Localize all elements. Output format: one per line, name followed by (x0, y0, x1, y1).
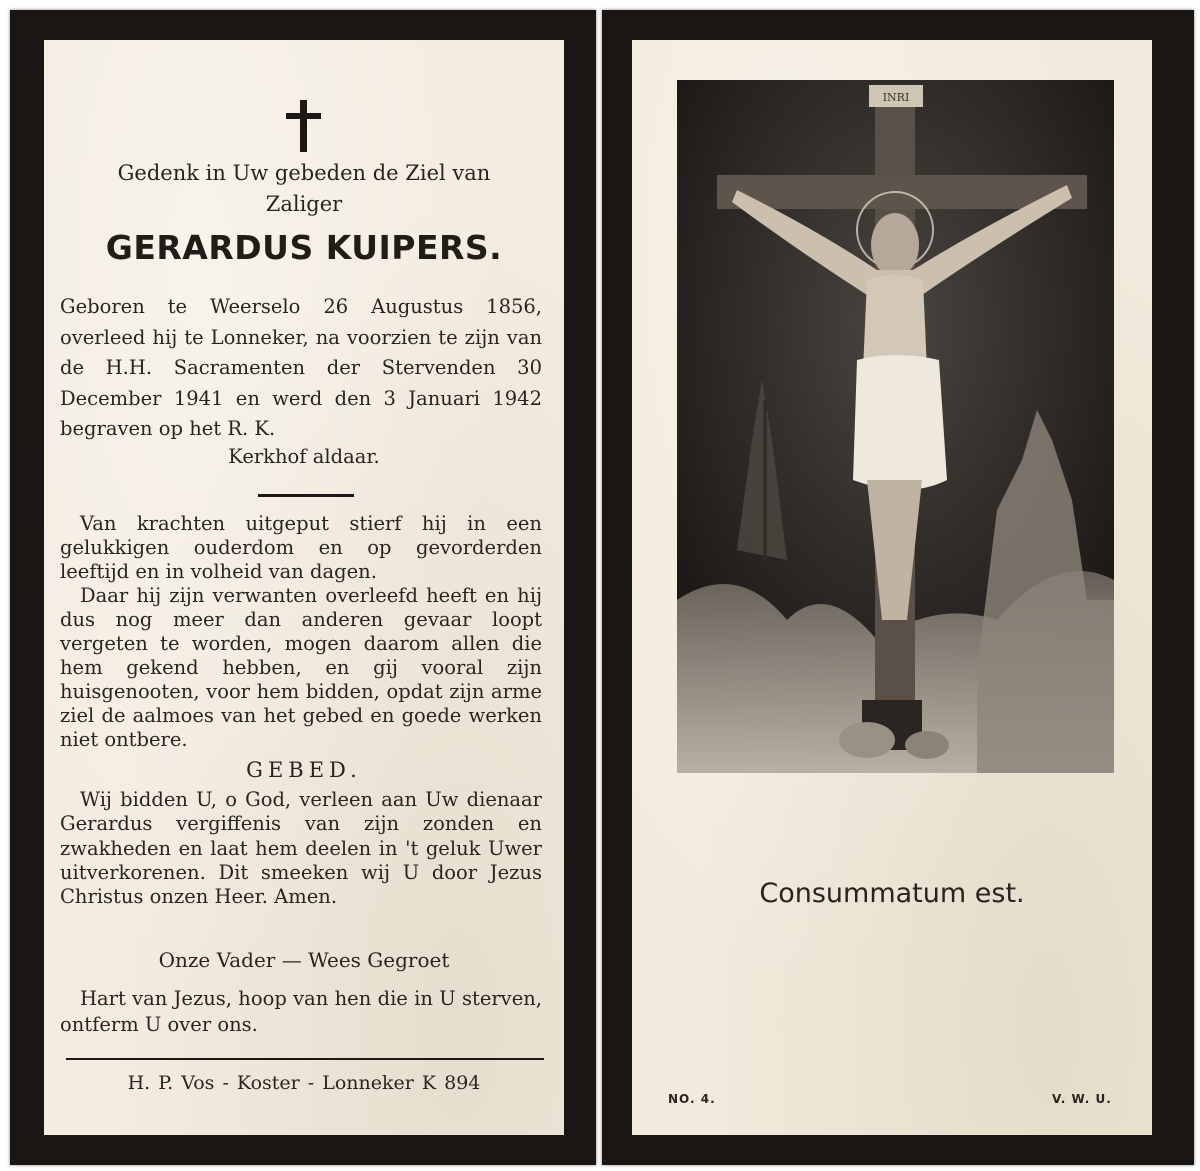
memorial-paragraph-1: Van krachten uitgeput stierf hij in een gelukkigen ouderdom en op gevorderden leeftijd en in volheid van dagen. (60, 512, 542, 583)
memorial-paragraph-2: Daar hij zijn verwanten overleefd heeft en hij dus nog meer dan anderen gevaar loopt vergeten te worden, mogen daarom allen die hem gekend hebben, en gij vooral zijn huisgenooten, voor hem bidden, opdat zijn arme ziel de aalmoes van het gebed en goede werken niet ontbere. (60, 584, 542, 751)
divider-short (258, 494, 354, 497)
prayer-title: GEBED. (246, 758, 362, 782)
heart-prayer-text: Hart van Jezus, hoop van hen die in U sterven, ontferm U over ons. (60, 987, 542, 1036)
onze-vader-line: Onze Vader — Wees Gegroet (158, 948, 450, 972)
intro-text (44, 158, 564, 220)
printer-line: H. P. Vos - Koster - Lonneker K 894 (127, 1072, 481, 1094)
heart-prayer (60, 986, 542, 1038)
burial-place: Kerkhof aldaar. (228, 445, 380, 468)
intro-line2: Zaliger (265, 192, 343, 216)
prayer-paragraph: Wij bidden U, o God, verleen aan Uw dienaar Gerardus vergiffenis van zijn zonden en zwakheden en laat hem deelen in 't geluk Uwer uitverkorenen. Dit smeeken wij U door Jezus Christus onzen Heer. Amen. (60, 788, 542, 909)
caption: Consummatum est. (759, 878, 1025, 909)
deceased-name: GERARDUS KUIPERS. (105, 228, 503, 267)
prayer-text (60, 788, 542, 909)
memorial-text (60, 512, 542, 752)
memorial-card-back (602, 10, 1194, 1165)
intro-line1: Gedenk in Uw gebeden de Ziel van (117, 161, 491, 185)
crucifix-image (677, 80, 1114, 773)
publisher-mark: V. W. U. (1052, 1092, 1112, 1106)
memorial-card-front (10, 10, 596, 1165)
card-number: NO. 4. (668, 1092, 716, 1106)
cross-icon (284, 100, 324, 152)
divider-bottom (66, 1058, 544, 1060)
crucifixion-scene (677, 80, 1114, 773)
card-paper-left (44, 40, 564, 1135)
birth-death-text: Geboren te Weerselo 26 Augustus 1856, overleed hij te Lonneker, na voorzien te zijn van de H.H. Sacramenten der Stervenden 30 December 1941 en werd den 3 Januari 1942 begraven op het R. K. (60, 295, 542, 440)
card-paper-right (632, 40, 1152, 1135)
inri-sign: INRI (882, 91, 910, 104)
